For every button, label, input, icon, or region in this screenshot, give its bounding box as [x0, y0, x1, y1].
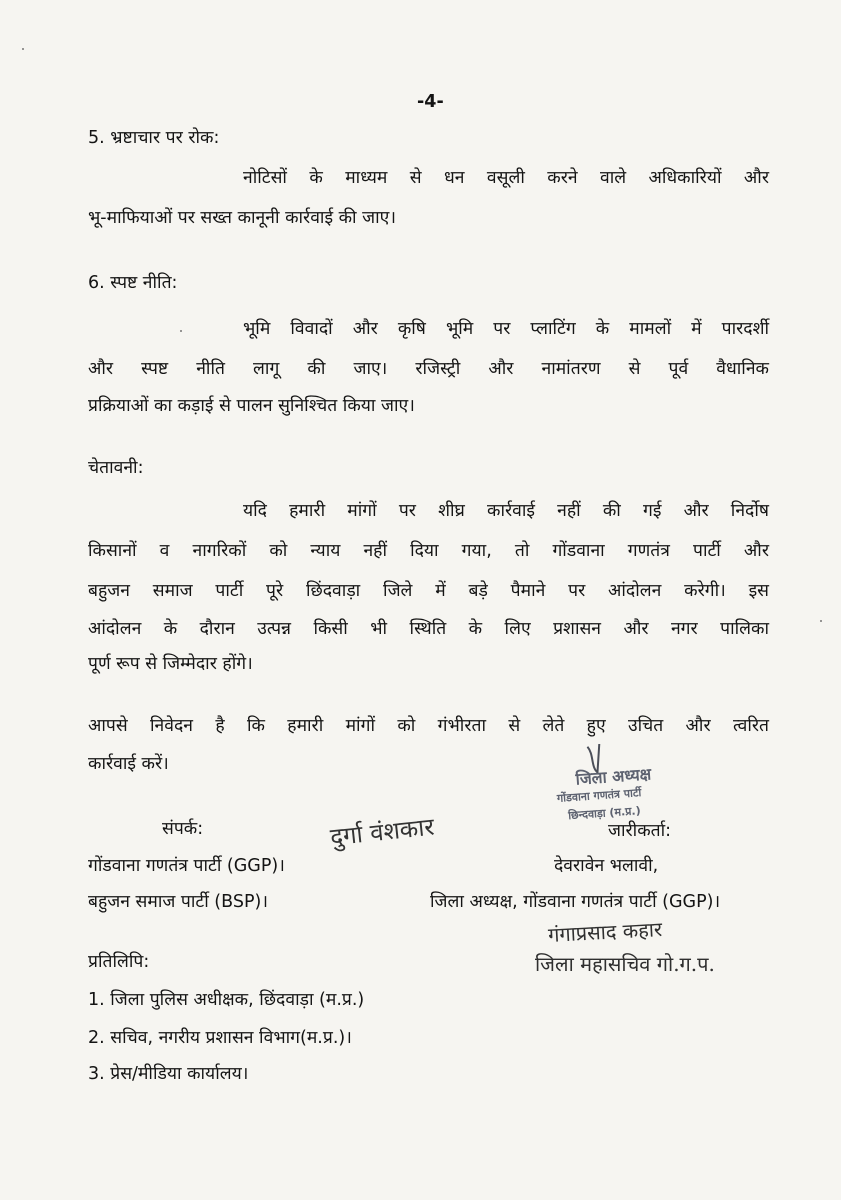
scan-speckle — [22, 48, 24, 50]
issuer-title: जिला अध्यक्ष, गोंडवाना गणतंत्र पार्टी (GGP)। — [430, 892, 721, 912]
warning-heading: चेतावनी: — [88, 458, 144, 478]
handwritten-note: गंगाप्रसाद कहार — [547, 917, 663, 947]
issuer-label: जारीकर्ता: — [608, 821, 672, 841]
section-6-line: प्रक्रियाओं का कड़ाई से पालन सुनिश्चित किया जाए। — [88, 396, 415, 416]
section-5-line: भू-माफियाओं पर सख्त कानूनी कार्रवाई की जाए। — [88, 208, 396, 228]
issuer-name: देवरावेन भलावी, — [554, 856, 659, 876]
copy-item: 3. प्रेस/मीडिया कार्यालय। — [88, 1064, 249, 1084]
section-5-line: नोटिसों के माध्यम से धन वसूली करने वाले अधिकारियों और — [243, 168, 769, 188]
contact-line: बहुजन समाज पार्टी (BSP)। — [88, 892, 268, 912]
stamp-text: छिन्दवाड़ा (म.प्र.) — [567, 804, 642, 823]
stamp-text: जिला अध्यक्ष — [575, 764, 652, 789]
warning-line: बहुजन समाज पार्टी पूरे छिंदवाड़ा जिले में बड़े पैमाने पर आंदोलन करेगी। इस — [88, 581, 769, 601]
section-5-heading: 5. भ्रष्टाचार पर रोक: — [88, 128, 220, 148]
contact-line: गोंडवाना गणतंत्र पार्टी (GGP)। — [88, 856, 285, 876]
stamp-text: गोंडवाना गणतंत्र पार्टी — [556, 786, 642, 805]
request-line: कार्रवाई करें। — [88, 754, 169, 774]
page-number: -4- — [417, 92, 444, 112]
scan-speckle — [820, 620, 822, 622]
handwritten-signature: दुर्गा वंशकार — [328, 812, 436, 852]
section-6-line: और स्पष्ट नीति लागू की जाए। रजिस्ट्री और नामांतरण से पूर्व वैधानिक — [88, 359, 769, 379]
handwritten-note: जिला महासचिव गो.ग.प. — [535, 952, 715, 976]
section-6-line: भूमि विवादों और कृषि भूमि पर प्लाटिंग के मामलों में पारदर्शी — [243, 319, 769, 339]
office-stamp — [545, 737, 710, 828]
section-6-heading: 6. स्पष्ट नीति: — [88, 273, 178, 293]
copy-item: 1. जिला पुलिस अधीक्षक, छिंदवाड़ा (म.प्र.) — [88, 990, 365, 1010]
copy-item: 2. सचिव, नगरीय प्रशासन विभाग(म.प्र.)। — [88, 1028, 352, 1048]
contact-label: संपर्क: — [162, 819, 204, 839]
warning-line: यदि हमारी मांगों पर शीघ्र कार्रवाई नहीं की गई और निर्दोष — [243, 501, 769, 521]
copies-heading: प्रतिलिपि: — [88, 952, 150, 972]
warning-line: आंदोलन के दौरान उत्पन्न किसी भी स्थिति के लिए प्रशासन और नगर पालिका — [88, 619, 769, 639]
warning-line: किसानों व नागरिकों को न्याय नहीं दिया गया, तो गोंडवाना गणतंत्र पार्टी और — [88, 541, 769, 561]
request-line: आपसे निवेदन है कि हमारी मांगों को गंभीरता से लेते हुए उचित और त्वरित — [88, 716, 769, 736]
warning-line: पूर्ण रूप से जिम्मेदार होंगे। — [88, 654, 253, 674]
scan-speckle — [180, 330, 182, 332]
